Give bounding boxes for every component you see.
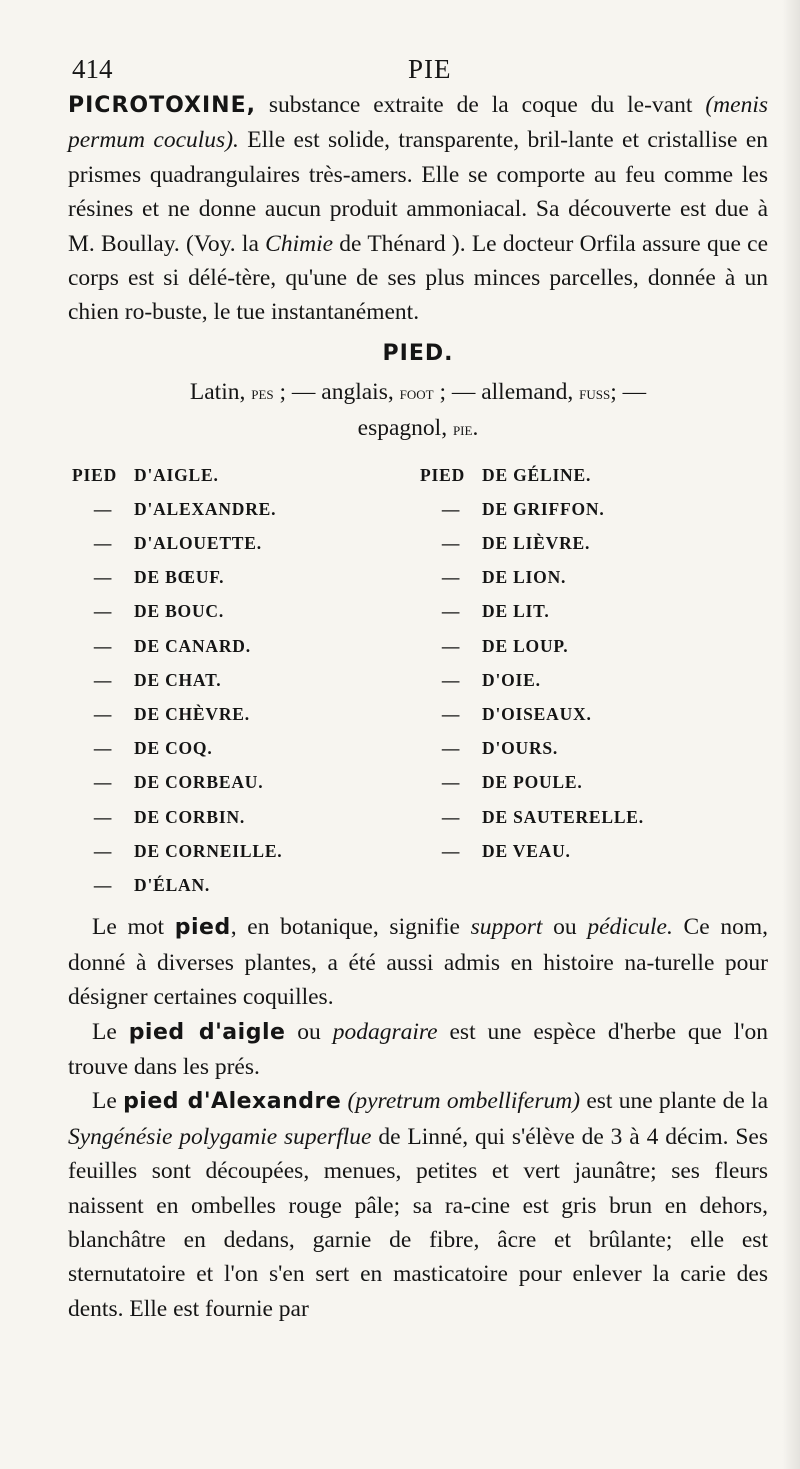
running-title: PIE [408, 54, 452, 84]
list-item: — D'OIE. [441, 669, 541, 690]
list-item: — DE LION. [441, 567, 567, 588]
list-item: — DE COQ. [93, 738, 213, 759]
list-item: — DE LIT. [441, 601, 550, 622]
list-item: — DE CHÈVRE. [93, 704, 250, 725]
list-item: — DE SAUTERELLE. [441, 806, 644, 827]
list-item: — DE BŒUF. [93, 567, 225, 588]
list-item: — DE BOUC. [93, 601, 225, 622]
list-item: PIED D'AIGLE. [72, 464, 219, 485]
list-item: — DE POULE. [441, 772, 583, 793]
paragraph-pied-alexandre: Le pied d'Alexandre (pyretrum ombelliferum) est une plante de la Syngénésie polygamie superflue de Linné, qui s'élève de 3 à 4 décim. Ses feuilles sont découpées, menues, petites et vert jaunâtre; ses fleurs naissent en ombelles rouge pâle; sa ra-cine est gris brun en dehors, blanchâtre en dedans, garnie de fibre, âcre et brûlante; elle est sternutatoire et l'on s'en sert en masticatoire pour enlever la carie des dents. Elle est fournie par [68, 1088, 769, 1322]
list-item: — D'OURS. [441, 738, 559, 759]
term-pied: pied [174, 915, 231, 941]
list-item: — D'ÉLAN. [93, 875, 211, 896]
headword-picrotoxine: PICROTOXINE, [68, 93, 256, 118]
list-item: — DE CORBEAU. [93, 772, 264, 793]
compound-list [72, 458, 768, 903]
entry-picrotoxine: PICROTOXINE, substance extraite de la coque du le-vant (menis permum coculus). Elle est solide, transparente, bril-lante et cristallise en prismes quadrangulaires très-amers. Elle se comporte au feu comme les résines et ne donne aucun produit ammoniacal. Sa découverte est due à M. Boullay. (Voy. la Chimie de Thénard ). Le docteur Orfila assure que ce corps est si délé-tère, qu'une de ses plus minces parcelles, donnée à un chien ro-buste, le tue instantanément. [68, 92, 769, 326]
list-item: — D'ALOUETTE. [93, 533, 262, 554]
list-item: — D'OISEAUX. [441, 704, 592, 725]
list-item: — DE CANARD. [93, 635, 251, 656]
list-column-left [72, 458, 420, 903]
section-heading [68, 336, 768, 371]
term-pied-alexandre: pied d'Alexandre [123, 1089, 342, 1115]
list-item: — DE LOUP. [441, 635, 569, 656]
page-header [68, 48, 768, 88]
latin-name: (menis permum coculus). [68, 92, 768, 154]
list-item: — DE LIÈVRE. [441, 533, 591, 554]
list-item: — DE CHAT. [93, 669, 222, 690]
list-item: — DE GRIFFON. [441, 498, 605, 519]
list-item: — DE VEAU. [441, 840, 571, 861]
page-number: 414 [72, 54, 113, 84]
paragraph-pied-botanique: Le mot pied, en botanique, signifie support ou pédicule. Ce nom, donné à diverses plantes, a été aussi admis en histoire na-turelle pour désigner certaines coquilles. [68, 914, 769, 1011]
list-item: — DE CORBIN. [93, 806, 246, 827]
translations: Latin, pes ; — anglais, foot ; — allemand, fuss; — espagnol, pie. [189, 378, 647, 442]
list-item: — D'ALEXANDRE. [93, 498, 277, 519]
term-pied-aigle: pied d'aigle [128, 1019, 286, 1045]
list-item: — DE CORNEILLE. [93, 840, 283, 861]
list-column-right [420, 458, 768, 903]
headword-pied: PIED. [382, 340, 454, 366]
book-title: Chimie [265, 230, 334, 257]
paragraph-pied-aigle: Le pied d'aigle ou podagraire est une espèce d'herbe que l'on trouve dans les prés. [68, 1018, 768, 1080]
list-item: PIED DE GÉLINE. [420, 464, 592, 485]
scan-shadow [782, 0, 800, 1469]
book-page [68, 48, 768, 1326]
